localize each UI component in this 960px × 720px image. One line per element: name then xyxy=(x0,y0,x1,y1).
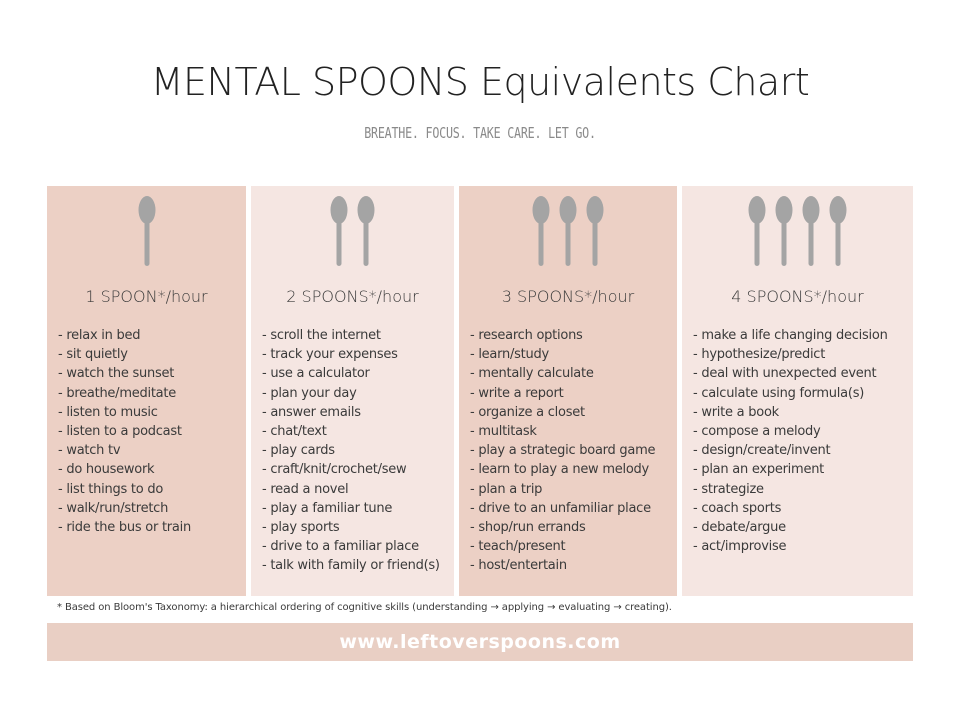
spoon-icon xyxy=(559,196,577,266)
list-item: - host/entertain xyxy=(470,558,567,574)
list-item: - craft/knit/crochet/sew xyxy=(262,462,407,478)
spoon-icon xyxy=(586,196,604,266)
list-item: - listen to music xyxy=(58,404,158,420)
spoon-icon xyxy=(748,196,766,266)
list-item: - scroll the internet xyxy=(262,328,381,343)
list-item: - use a calculator xyxy=(262,366,370,382)
footnote: * Based on Bloom's Taxonomy: a hierarchical ordering of cognitive skills (understanding → applying → evaluating → creating). xyxy=(57,602,672,613)
list-item: - track your expenses xyxy=(262,347,398,363)
activity-list xyxy=(470,326,673,576)
list-item: - plan your day xyxy=(262,385,357,401)
list-item: - relax in bed xyxy=(58,328,141,343)
list-item: - play a familiar tune xyxy=(262,500,393,516)
spoon-icon xyxy=(330,196,348,266)
column-2-spoons xyxy=(251,186,454,596)
list-item: - write a book xyxy=(693,404,779,420)
activity-list xyxy=(262,326,450,576)
spoon-columns xyxy=(47,186,913,596)
spoon-icon xyxy=(829,196,847,266)
spoon-icon xyxy=(138,196,156,266)
list-item: - watch the sunset xyxy=(58,366,175,382)
list-item: - strategize xyxy=(693,481,764,497)
list-item: - play cards xyxy=(262,443,335,459)
list-item: - learn/study xyxy=(470,347,549,363)
list-item: - read a novel xyxy=(262,481,349,497)
list-item: - act/improvise xyxy=(693,539,787,555)
list-item: - ride the bus or train xyxy=(58,520,191,536)
list-item: - list things to do xyxy=(58,481,164,497)
list-item: - deal with unexpected event xyxy=(693,366,877,382)
list-item: - talk with family or friend(s) xyxy=(262,558,440,574)
list-item: - teach/present xyxy=(470,539,566,555)
list-item: - do housework xyxy=(58,462,155,478)
column-heading: 4 SPOONS*/hour xyxy=(731,287,864,306)
list-item: - multitask xyxy=(470,424,537,440)
spoon-icons xyxy=(459,196,677,268)
page-subtitle: BREATHE. FOCUS. TAKE CARE. LET GO. xyxy=(364,124,596,142)
list-item: - learn to play a new melody xyxy=(470,462,649,478)
spoon-icon xyxy=(532,196,550,266)
spoon-icons xyxy=(682,196,913,268)
column-heading: 2 SPOONS*/hour xyxy=(286,287,419,306)
list-item: - drive to an unfamiliar place xyxy=(470,500,651,516)
list-item: - mentally calculate xyxy=(470,366,594,382)
column-heading: 3 SPOONS*/hour xyxy=(501,287,635,306)
column-heading: 1 SPOON*/hour xyxy=(85,287,208,306)
list-item: - walk/run/stretch xyxy=(58,500,169,516)
list-item: - calculate using formula(s) xyxy=(693,385,865,401)
list-item: - design/create/invent xyxy=(693,443,831,459)
spoon-icons xyxy=(251,196,454,268)
spoon-icon xyxy=(357,196,375,266)
list-item: - write a report xyxy=(470,385,564,401)
list-item: - shop/run errands xyxy=(470,520,586,536)
list-item: - make a life changing decision xyxy=(693,328,888,343)
list-item: - compose a melody xyxy=(693,424,821,440)
list-item: - coach sports xyxy=(693,500,782,516)
activity-list xyxy=(58,326,242,537)
list-item: - watch tv xyxy=(58,443,121,459)
list-item: - research options xyxy=(470,328,583,343)
list-item: - chat/text xyxy=(262,424,327,440)
list-item: - hypothesize/predict xyxy=(693,347,826,363)
activity-list xyxy=(693,326,909,556)
page-title: MENTAL SPOONS Equivalents Chart xyxy=(150,60,810,104)
column-4-spoons xyxy=(682,186,913,596)
list-item: - organize a closet xyxy=(470,404,585,420)
list-item: - sit quietly xyxy=(58,347,128,363)
list-item: - debate/argue xyxy=(693,520,786,536)
column-3-spoons xyxy=(459,186,677,596)
list-item: - listen to a podcast xyxy=(58,424,182,440)
list-item: - drive to a familiar place xyxy=(262,539,419,555)
website-footer: www.leftoverspoons.com xyxy=(47,623,913,661)
list-item: - breathe/meditate xyxy=(58,385,176,401)
list-item: - answer emails xyxy=(262,404,361,420)
list-item: - plan an experiment xyxy=(693,462,825,478)
list-item: - play sports xyxy=(262,520,340,536)
spoon-icon xyxy=(775,196,793,266)
list-item: - play a strategic board game xyxy=(470,443,656,459)
list-item: - plan a trip xyxy=(470,481,543,497)
spoon-icon xyxy=(802,196,820,266)
spoon-icons xyxy=(47,196,246,268)
column-1-spoon xyxy=(47,186,246,596)
